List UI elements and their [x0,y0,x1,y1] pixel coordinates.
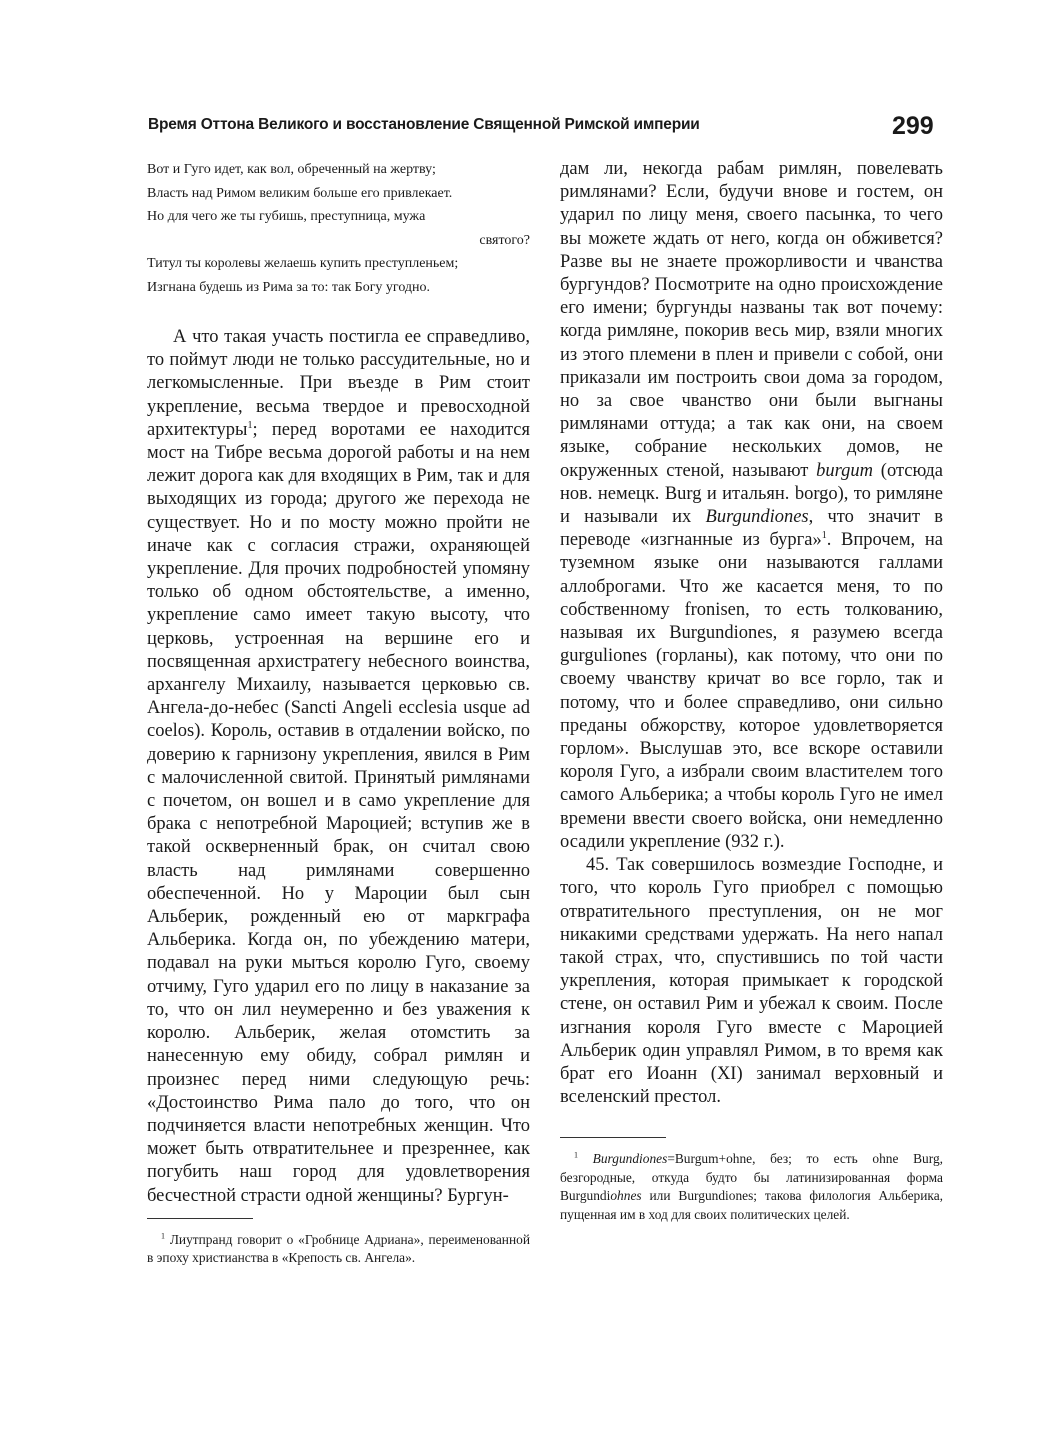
left-body-text [147,326,530,1208]
right-column [560,158,943,1224]
footnote-mark: 1 [161,1231,165,1241]
footnote: $^1$ Лиутпранд говорит о «Гробнице Адриана», переименованной в эпоху христианства в «Крепость св. Ангела». [147,1231,530,1266]
footnote-rule [560,1137,666,1138]
poem-line: Вот и Гуго идет, как вол, обреченный на жертву; [147,162,436,177]
running-title: Время Оттона Великого и восстановление Священной Римской империи [148,116,700,133]
footnote-mark: 1 [574,1150,578,1160]
left-column [147,158,530,1268]
paragraph: А что такая участь постигла ее справедливо, то поймут люди не только рассудительные, но и легкомысленные. При въезде в Рим стоит укрепление, весьма твердое и превосходной архитектуры$^1$; перед воротами ее находится мост на Тибре весьма дорогой работы и на нем лежит дорога как для входящих в Рим, так и для выходящих из города; другого же перехода не существует. Но и по мосту можно пройти не иначе как с согласия стражи, охраняющей укрепление. Для прочих подробностей упомяну только об одном обстоятельстве, а именно, укрепление само имеет такую высоту, что церковь, устроенная на вершине его и посвященная архистратегу небесного воинства, архангелу Михаилу, называется церковью св. Ангела-до-небес (Sancti Angeli ecclesia usque ad coelos). Король, оставив в отдалении войско, по доверию к гарнизону укрепления, явился в Рим с малочисленной свитой. Принятый римлянами с почетом, он вошел и в само укрепление для брака с непотребной Мароцией; вступив же в такой оскверненный брак, он считал свою власть над римлянами совершенно обеспеченной. Но у Мароции был сын Альберик, рожденный ею от маркграфа Альберика. Когда он, по убеждению матери, подавал на руки мыться королю Гуго, своему отчиму, Гуго ударил его по лицу в наказание за то, что он лил неумеренно и без уважения к королю. Альберик, желая отомстить за нанесенную ему обиду, собрал римлян и произнес перед ними следующую речь: «Достоинство Рима пало до того, что он подчиняется власти непотребных женщин. Что может быть отвратительнее и презреннее, как погубить наш город для удовлетворения бесчестной страсти одной женщины? Бургун- [147,327,530,1206]
footnote: $^1$ Burgundiones=Burgum+ohne, без; то есть ohne Burg, безгородные, откуда будто бы латинизированная форма Burgundiohnes или Burgundiones; такова филология Альберика, пущенная им в ход для своих политических целей. [560,1150,943,1222]
paragraph-45: 45. Так совершилось возмездие Господне, и того, что король Гуго приобрел с помощью отвратительного преступления, он не мог никакими средствами удержать. На него напал такой страх, что, спустившись по той части укрепления, которая примыкает к городской стене, он оставил Рим и убежал к своим. После изгнания короля Гуго вместе с Мароцией Альберик один управлял Римом, в то время как брат его Иоанн (XI) занимал верховный и вселенский престол. [560,855,943,1108]
footnote-ref: 1 [821,530,827,542]
page-number: 299 [892,112,934,140]
poem-line: Изгнана будешь из Рима за то: так Богу угодно. [147,279,431,295]
poem-line: Титул ты королевы желаешь купить преступленьем; [147,256,459,271]
footnote-ref: 1 [247,419,253,431]
right-body-text [560,158,943,1109]
poem-line: Власть над Римом великим больше его привлекает. [147,185,453,201]
paragraph: дам ли, некогда рабам римлян, повелевать римлянами? Если, будучи внове и гостем, он ударил по лицу меня, своего пасынка, то чего вы можете ждать от него, когда он обживется? Разве вы не знаете прожорливости и чванства бургундов? Посмотрите на одно происхождение его имени; бургунды названы так вот почему: когда римляне, покорив весь мир, взяли многих из этого племени в плен и привели с собой, они приказали им построить свои дома за городом, но за свое чванство они были выгнаны римлянами оттуда; а так как они, на своем языке, собрание нескольких домов, не окруженных стеной, называют burgum (отсюда нов. немецк. Burg и итальян. borgo), то римляне и называли их Burgundiones, что значит в переводе «изгнанные из бурга»$^1$. Впрочем, на туземном языке они называются галлами аллоброгами. Что же касается меня, то по собственному fronisen, то есть толкованию, называя их Burgundiones, я разумею всегда gurguliones (горланы), как потому, что они по своему чванству кричат во все горло, так и потому, что и более справедливо, они сильно преданы обжорству, которое удовлетворяется горлом». Выслушав это, все вскоре оставили короля Гуго, а избрали своим властителем того самого Альберика; а чтобы король Гуго не имел времени ввести своего войска, они немедленно осадили укрепление (932 г.). [560,159,943,852]
poem-line: святого? [479,232,530,248]
footnote-rule [147,1218,253,1219]
poem-verse [147,158,530,299]
poem-line: Но для чего же ты губишь, преступница, мужа [147,209,426,224]
